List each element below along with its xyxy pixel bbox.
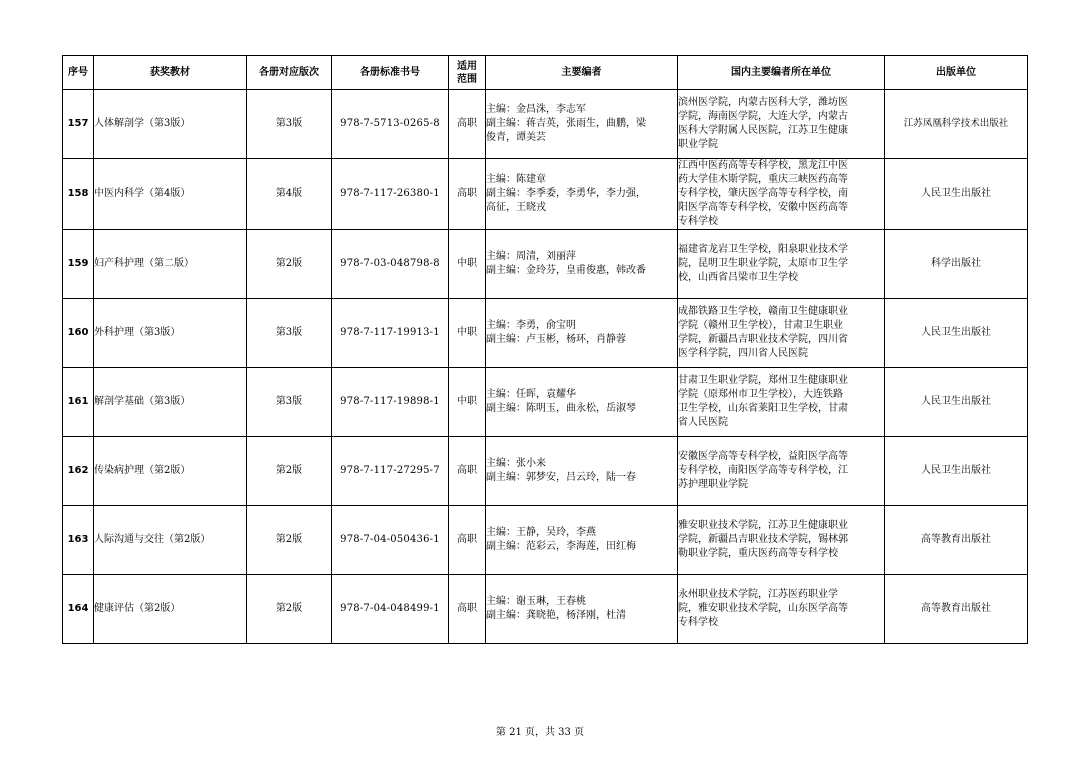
header-edition: 各册对应版次 bbox=[247, 56, 332, 90]
editor-line: 副主编：郭梦安，吕云玲，陆一春 bbox=[486, 472, 636, 483]
row-institutions bbox=[678, 159, 885, 230]
row-publisher: 高等教育出版社 bbox=[885, 575, 1028, 644]
row-title: 健康评估（第2版） bbox=[94, 575, 247, 644]
row-title: 人际沟通与交往（第2版） bbox=[94, 506, 247, 575]
row-institutions bbox=[678, 230, 885, 299]
row-editors bbox=[486, 90, 678, 159]
editor-line: 主编：张小来 bbox=[486, 458, 546, 469]
header-institutions: 国内主要编者所在单位 bbox=[678, 56, 885, 90]
institution-line: 勒职业学院，重庆医药高等专科学校 bbox=[678, 548, 838, 559]
editor-line: 主编：金昌洙，李志军 bbox=[486, 104, 586, 115]
row-scope: 高职 bbox=[449, 575, 486, 644]
table-row bbox=[63, 575, 1028, 644]
row-scope: 高职 bbox=[449, 437, 486, 506]
table-row bbox=[63, 368, 1028, 437]
row-edition: 第3版 bbox=[247, 368, 332, 437]
row-editors bbox=[486, 368, 678, 437]
editor-line: 副主编：陈明玉，曲永松，岳淑琴 bbox=[486, 403, 636, 414]
editor-line: 主编：周清，刘丽萍 bbox=[486, 251, 576, 262]
institution-line: 专科学校，南阳医学高等专科学校，江 bbox=[678, 465, 848, 476]
editor-line: 高征，王晓戎 bbox=[486, 202, 546, 213]
institution-line: 医科大学附属人民医院，江苏卫生健康 bbox=[678, 125, 848, 136]
institution-line: 甘肃卫生职业学院，郑州卫生健康职业 bbox=[678, 375, 848, 386]
row-edition: 第3版 bbox=[247, 299, 332, 368]
header-title: 获奖教材 bbox=[94, 56, 247, 90]
row-title: 解剖学基础（第3版） bbox=[94, 368, 247, 437]
row-scope: 中职 bbox=[449, 299, 486, 368]
institution-line: 药大学佳木斯学院，重庆三峡医药高等 bbox=[678, 174, 848, 185]
editor-line: 主编：谢玉琳，王春桃 bbox=[486, 596, 586, 607]
row-edition: 第2版 bbox=[247, 230, 332, 299]
row-institutions bbox=[678, 299, 885, 368]
row-publisher: 人民卫生出版社 bbox=[885, 159, 1028, 230]
editor-line: 副主编：金玲芬，皇甫俊惠，韩改番 bbox=[486, 265, 646, 276]
row-isbn: 978-7-117-26380-1 bbox=[332, 159, 449, 230]
row-institutions bbox=[678, 506, 885, 575]
row-edition: 第3版 bbox=[247, 90, 332, 159]
row-seq: 164 bbox=[63, 575, 94, 644]
row-scope: 高职 bbox=[449, 90, 486, 159]
institution-line: 院，雅安职业技术学院，山东医学高等 bbox=[678, 603, 848, 614]
institution-line: 专科学校 bbox=[678, 216, 718, 227]
row-institutions bbox=[678, 437, 885, 506]
row-isbn: 978-7-117-19913-1 bbox=[332, 299, 449, 368]
institution-line: 院，昆明卫生职业学院，太原市卫生学 bbox=[678, 258, 848, 269]
row-editors bbox=[486, 437, 678, 506]
table-row bbox=[63, 437, 1028, 506]
row-seq: 158 bbox=[63, 159, 94, 230]
institution-line: 卫生学校，山东省莱阳卫生学校，甘肃 bbox=[678, 403, 848, 414]
institution-line: 学院，海南医学院，大连大学，内蒙古 bbox=[678, 111, 848, 122]
row-publisher: 江苏凤凰科学技术出版社 bbox=[885, 90, 1028, 159]
institution-line: 学院（赣州卫生学校），甘肃卫生职业 bbox=[678, 320, 843, 331]
table-body bbox=[63, 90, 1028, 644]
row-scope: 高职 bbox=[449, 159, 486, 230]
institution-line: 职业学院 bbox=[678, 139, 718, 150]
table-row bbox=[63, 159, 1028, 230]
institution-line: 安徽医学高等专科学校，益阳医学高等 bbox=[678, 451, 848, 462]
institution-line: 福建省龙岩卫生学校，阳泉职业技术学 bbox=[678, 244, 848, 255]
header-scope bbox=[449, 56, 486, 90]
row-isbn: 978-7-5713-0265-8 bbox=[332, 90, 449, 159]
table-row bbox=[63, 230, 1028, 299]
institution-line: 阳医学高等专科学校，安徽中医药高等 bbox=[678, 202, 848, 213]
institution-line: 医学科学院，四川省人民医院 bbox=[678, 348, 808, 359]
institution-line: 学院，新疆昌吉职业技术学院，四川省 bbox=[678, 334, 848, 345]
row-isbn: 978-7-04-050436-1 bbox=[332, 506, 449, 575]
row-title: 传染病护理（第2版） bbox=[94, 437, 247, 506]
table-row bbox=[63, 90, 1028, 159]
institution-line: 学院，新疆昌吉职业技术学院，锡林郭 bbox=[678, 534, 848, 545]
header-scope-line1: 适用 bbox=[457, 60, 477, 72]
institution-line: 永州职业技术学院，江苏医药职业学 bbox=[678, 589, 838, 600]
header-isbn: 各册标准书号 bbox=[332, 56, 449, 90]
row-edition: 第2版 bbox=[247, 437, 332, 506]
row-edition: 第4版 bbox=[247, 159, 332, 230]
row-publisher: 高等教育出版社 bbox=[885, 506, 1028, 575]
row-seq: 157 bbox=[63, 90, 94, 159]
editor-line: 副主编：卢玉彬，杨环，肖静蓉 bbox=[486, 334, 626, 345]
row-publisher: 人民卫生出版社 bbox=[885, 437, 1028, 506]
row-institutions bbox=[678, 368, 885, 437]
row-editors bbox=[486, 575, 678, 644]
row-edition: 第2版 bbox=[247, 506, 332, 575]
institution-line: 江西中医药高等专科学校，黑龙江中医 bbox=[678, 160, 848, 171]
institution-line: 专科学校 bbox=[678, 617, 718, 628]
institution-line: 雅安职业技术学院，江苏卫生健康职业 bbox=[678, 520, 848, 531]
row-editors bbox=[486, 506, 678, 575]
header-scope-line2: 范围 bbox=[457, 73, 477, 85]
editor-line: 副主编：范彩云，李海莲，田红梅 bbox=[486, 541, 636, 552]
row-scope: 中职 bbox=[449, 368, 486, 437]
table-row bbox=[63, 299, 1028, 368]
editor-line: 主编：陈建章 bbox=[486, 174, 546, 185]
row-seq: 163 bbox=[63, 506, 94, 575]
institution-line: 学院（原郑州市卫生学校），大连铁路 bbox=[678, 389, 843, 400]
awards-table bbox=[62, 55, 1028, 644]
editor-line: 副主编：蒋吉英，张雨生，曲鹏，梁 bbox=[486, 118, 646, 129]
row-title: 人体解剖学（第3版） bbox=[94, 90, 247, 159]
editor-line: 主编：王静，吴玲，李燕 bbox=[486, 527, 596, 538]
editor-line: 俊青，谭美芸 bbox=[486, 132, 546, 143]
row-editors bbox=[486, 299, 678, 368]
row-publisher: 人民卫生出版社 bbox=[885, 299, 1028, 368]
row-isbn: 978-7-03-048798-8 bbox=[332, 230, 449, 299]
row-isbn: 978-7-117-27295-7 bbox=[332, 437, 449, 506]
header-publisher: 出版单位 bbox=[885, 56, 1028, 90]
row-title: 妇产科护理（第二版） bbox=[94, 230, 247, 299]
row-publisher: 科学出版社 bbox=[885, 230, 1028, 299]
row-institutions bbox=[678, 575, 885, 644]
editor-line: 副主编：龚晓艳，杨泽刚，杜清 bbox=[486, 610, 626, 621]
header-row bbox=[63, 56, 1028, 90]
row-seq: 160 bbox=[63, 299, 94, 368]
page-footer: 第 21 页，共 33 页 bbox=[495, 727, 585, 738]
institution-line: 专科学校，肇庆医学高等专科学校，南 bbox=[678, 188, 848, 199]
institution-line: 苏护理职业学院 bbox=[678, 479, 748, 490]
row-seq: 162 bbox=[63, 437, 94, 506]
row-editors bbox=[486, 230, 678, 299]
editor-line: 主编：任晖，袁耀华 bbox=[486, 389, 576, 400]
header-editors: 主要编者 bbox=[486, 56, 678, 90]
row-scope: 高职 bbox=[449, 506, 486, 575]
editor-line: 副主编：李季委，李勇华，李力强， bbox=[486, 188, 646, 199]
institution-line: 校，山西省吕梁市卫生学校 bbox=[678, 272, 798, 283]
row-title: 中医内科学（第4版） bbox=[94, 159, 247, 230]
row-scope: 中职 bbox=[449, 230, 486, 299]
row-isbn: 978-7-117-19898-1 bbox=[332, 368, 449, 437]
institution-line: 省人民医院 bbox=[678, 417, 728, 428]
editor-line: 主编：李勇，俞宝明 bbox=[486, 320, 576, 331]
institution-line: 滨州医学院，内蒙古医科大学，潍坊医 bbox=[678, 97, 848, 108]
institution-line: 成都铁路卫生学校，赣南卫生健康职业 bbox=[678, 306, 848, 317]
row-institutions bbox=[678, 90, 885, 159]
table-row bbox=[63, 506, 1028, 575]
row-edition: 第2版 bbox=[247, 575, 332, 644]
row-editors bbox=[486, 159, 678, 230]
row-isbn: 978-7-04-048499-1 bbox=[332, 575, 449, 644]
row-publisher: 人民卫生出版社 bbox=[885, 368, 1028, 437]
row-seq: 161 bbox=[63, 368, 94, 437]
row-title: 外科护理（第3版） bbox=[94, 299, 247, 368]
header-seq: 序号 bbox=[63, 56, 94, 90]
row-seq: 159 bbox=[63, 230, 94, 299]
